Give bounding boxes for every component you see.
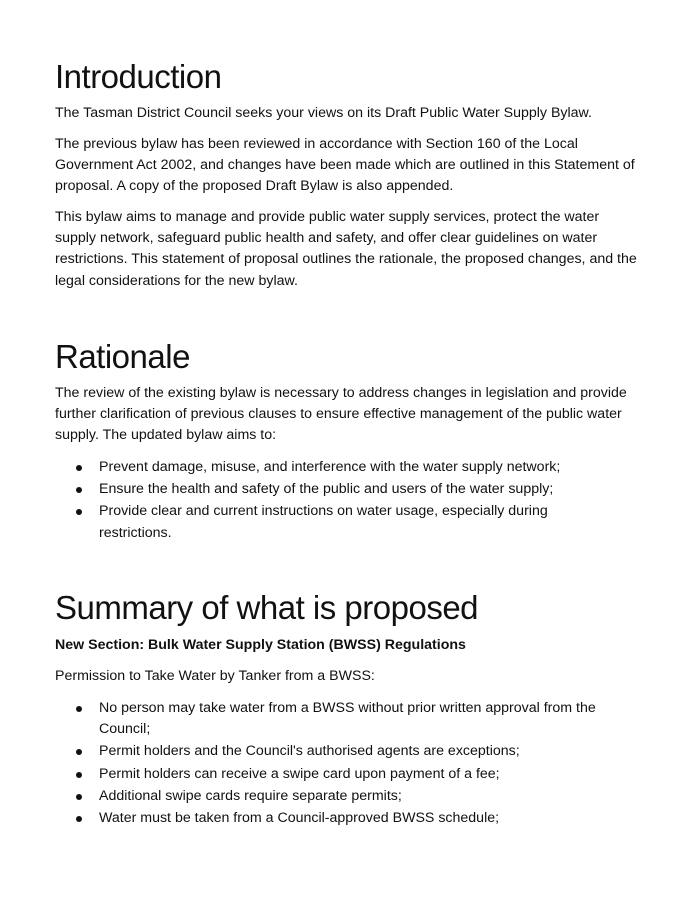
bullet-icon: [76, 465, 82, 471]
introduction-heading: Introduction: [55, 58, 222, 95]
bullet-icon: [76, 772, 82, 778]
summary-intro: Permission to Take Water by Tanker from a BWSS:: [55, 668, 375, 684]
rationale-bullet-list: [55, 457, 645, 545]
list-item: Water must be taken from a Council-approved BWSS schedule;: [55, 808, 645, 829]
list-item: Prevent damage, misuse, and interference with the water supply network;: [55, 457, 645, 478]
list-item: Ensure the health and safety of the public and users of the water supply;: [55, 479, 645, 500]
summary-heading: Summary of what is proposed: [55, 589, 479, 626]
bullet-icon: [76, 487, 82, 493]
bullet-icon: [76, 509, 82, 515]
intro-paragraph-2: The previous bylaw has been reviewed in accordance with Section 160 of the Local Government Act 2002, and changes have been made which are outlined in this Statement of proposal. A copy of the proposed Draft Bylaw is also appended.: [55, 136, 635, 195]
list-item: No person may take water from a BWSS without prior written approval from the Council;: [55, 698, 629, 740]
list-item: Permit holders and the Council's authorised agents are exceptions;: [55, 741, 645, 762]
bullet-icon: [76, 706, 82, 712]
list-item: Provide clear and current instructions on water usage, especially during restrictions.: [55, 501, 579, 543]
bullet-icon: [76, 816, 82, 822]
intro-paragraph-1: The Tasman District Council seeks your views on its Draft Public Water Supply Bylaw.: [55, 105, 592, 121]
bullet-icon: [76, 749, 82, 755]
list-item: Additional swipe cards require separate permits;: [55, 786, 645, 807]
rationale-paragraph: The review of the existing bylaw is necessary to address changes in legislation and provide further clarification of previous clauses to ensure effective management of the public water supply. The updated bylaw aims to:: [55, 385, 627, 444]
rationale-heading: Rationale: [55, 338, 190, 375]
summary-bullet-list: [55, 698, 645, 830]
bullet-icon: [76, 794, 82, 800]
intro-paragraph-3: This bylaw aims to manage and provide public water supply services, protect the water supply network, safeguard public health and safety, and offer clear guidelines on water restrictions. This statement of proposal outlines the rationale, the proposed changes, and the legal considerations for the new bylaw.: [55, 209, 637, 289]
list-item: Permit holders can receive a swipe card upon payment of a fee;: [55, 764, 645, 785]
summary-subheading: New Section: Bulk Water Supply Station (BWSS) Regulations: [55, 637, 466, 653]
